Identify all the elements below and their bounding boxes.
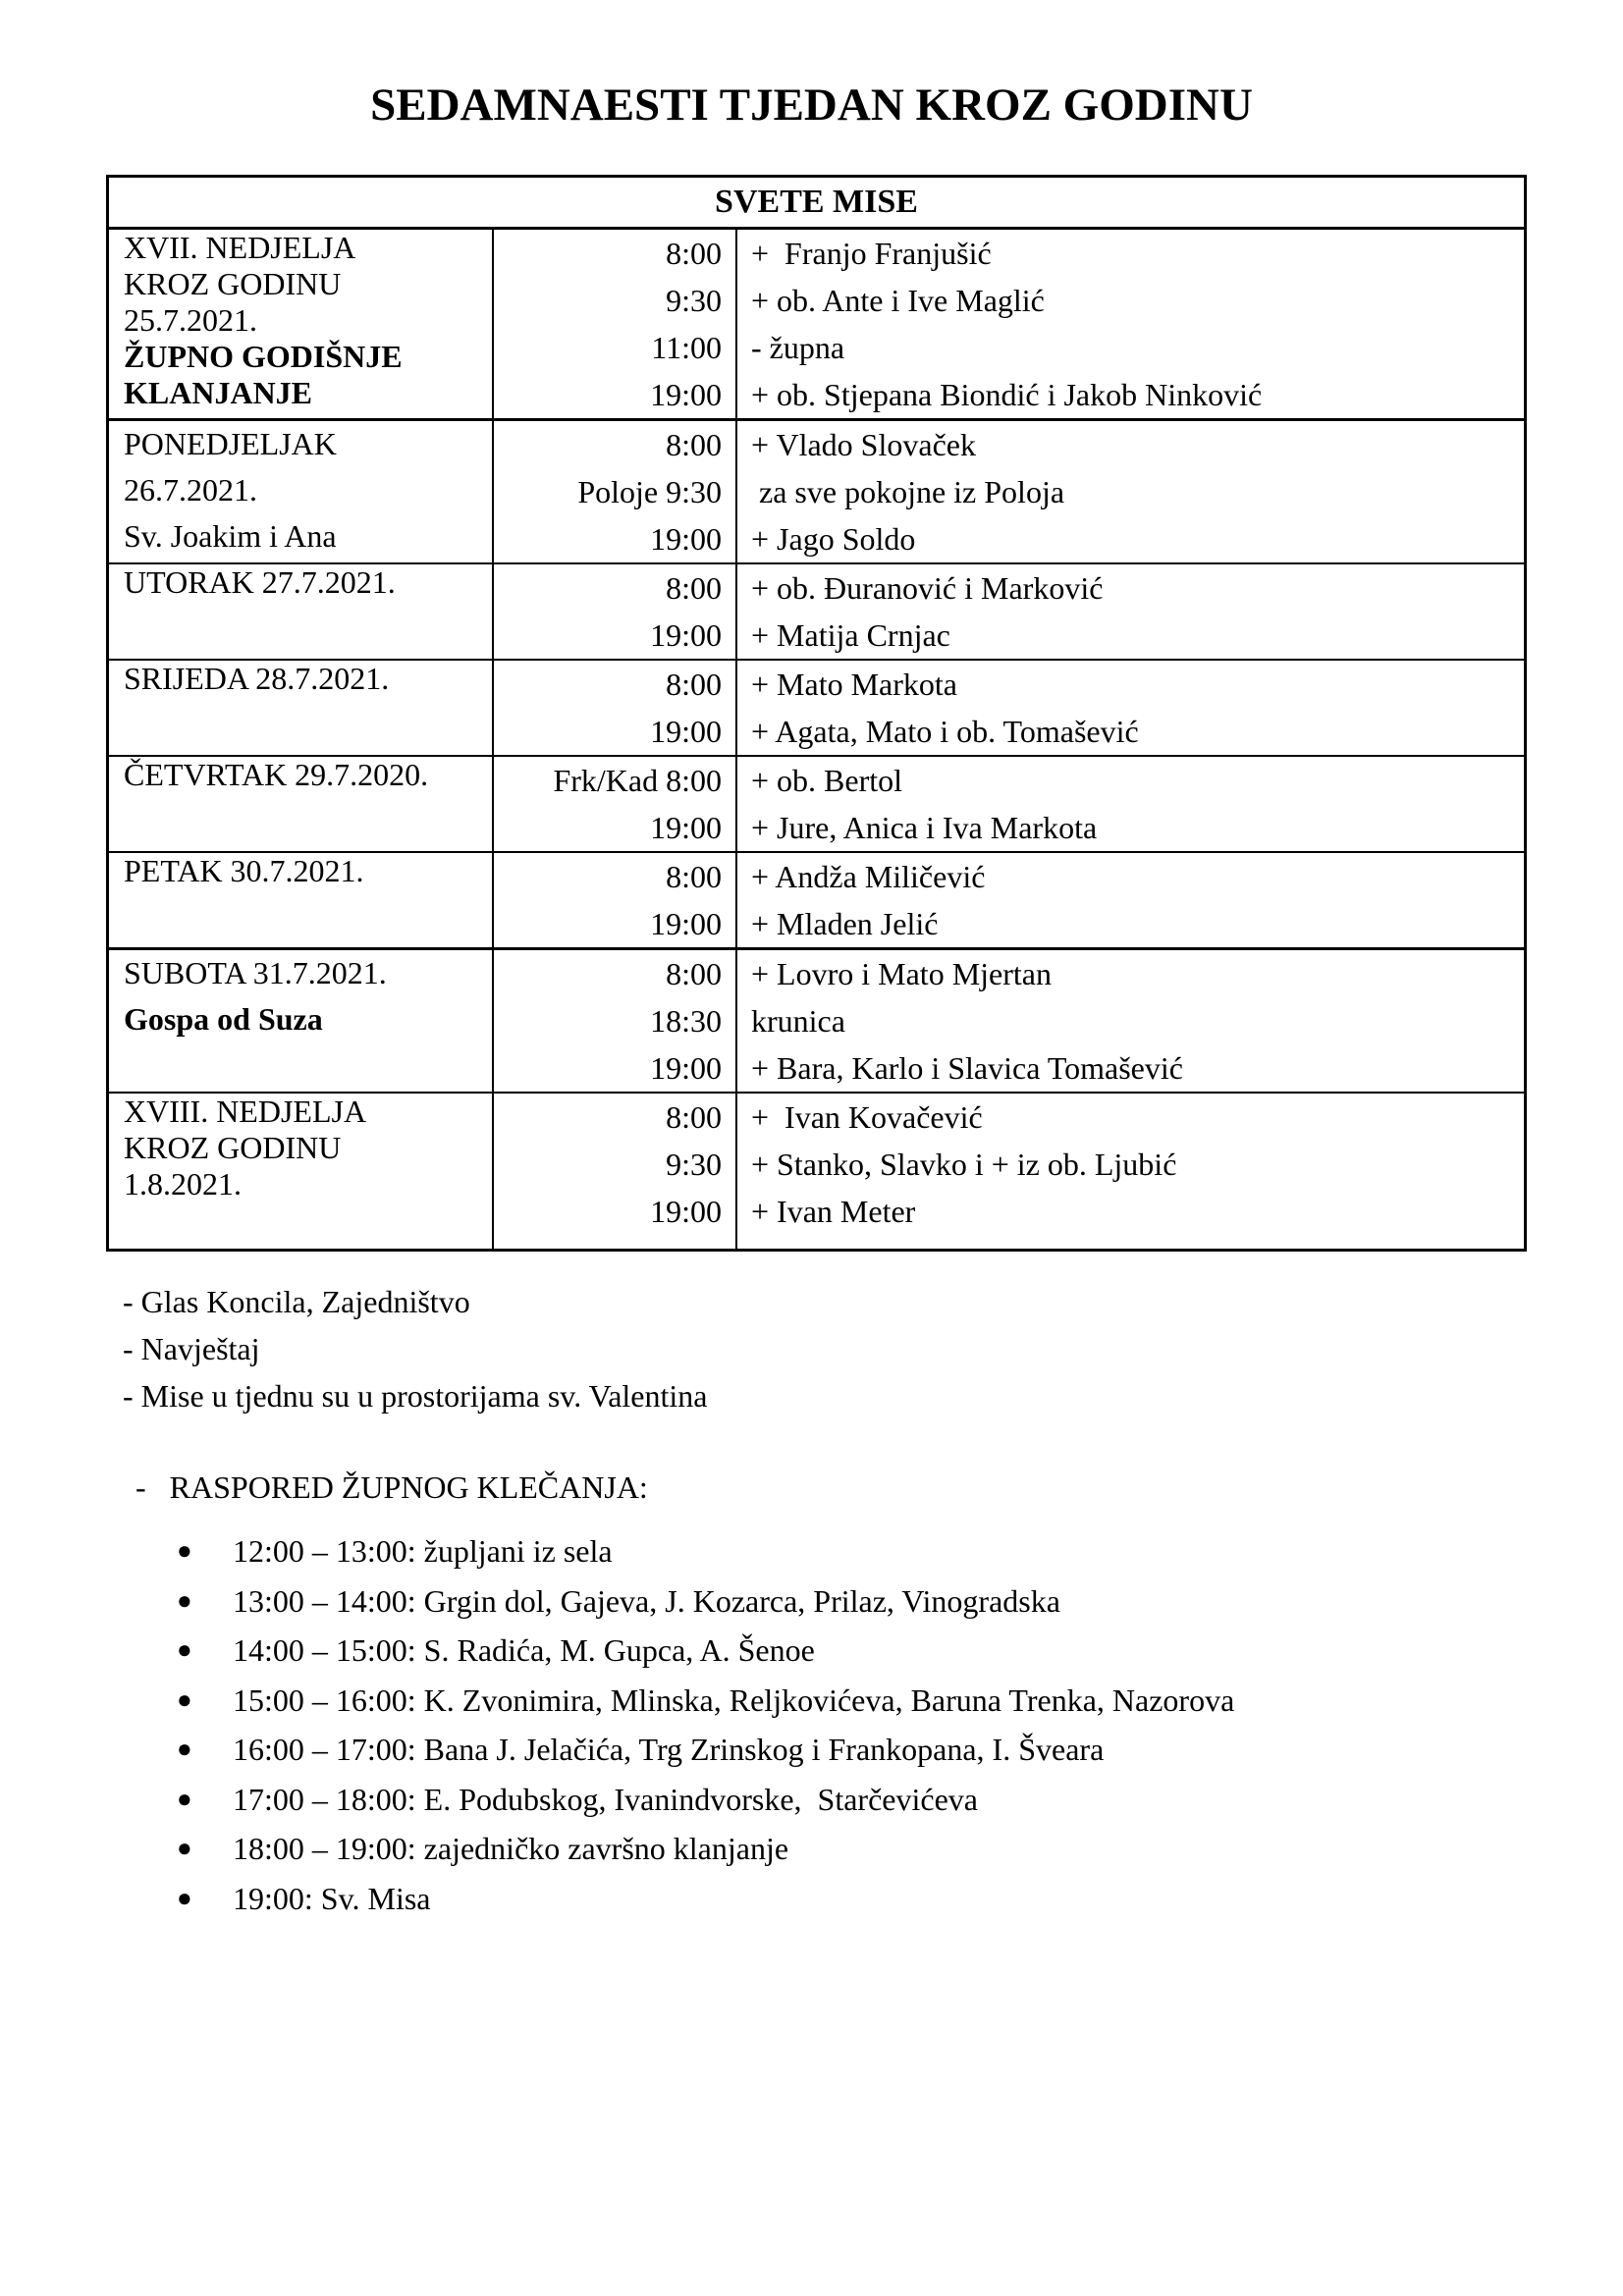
mass-intention: + Bara, Karlo i Slavica Tomašević xyxy=(751,1050,1183,1086)
time-cell xyxy=(493,660,736,756)
list-item xyxy=(177,1725,1234,1775)
mass-time: 19:00 xyxy=(650,714,722,749)
day-label-cell xyxy=(108,1093,494,1251)
bullet-icon: ● xyxy=(177,1735,192,1763)
mass-intention: + Jago Soldo xyxy=(751,521,916,557)
bullet-icon: ● xyxy=(177,1536,192,1565)
mass-time: 19:00 xyxy=(650,810,722,845)
mass-time: 8:00 xyxy=(666,427,722,462)
day-label-line: ŽUPNO GODIŠNJE xyxy=(124,339,403,374)
list-item-text: 14:00 – 15:00: S. Radića, M. Gupca, A. Šenoe xyxy=(233,1632,815,1668)
note-item: - Navještaj xyxy=(123,1331,260,1366)
mass-intention: + Lovro i Mato Mjertan xyxy=(751,956,1052,991)
day-label-line: SUBOTA 31.7.2021. xyxy=(124,955,387,990)
day-label-line: KROZ GODINU xyxy=(124,266,342,301)
list-item-text: 16:00 – 17:00: Bana J. Jelačića, Trg Zrinskog i Frankopana, I. Šveara xyxy=(233,1732,1105,1767)
mass-time: 11:00 xyxy=(651,330,722,365)
mass-time: 8:00 xyxy=(666,667,722,702)
day-label-cell xyxy=(108,420,494,564)
note-item: - Mise u tjednu su u prostorijama sv. Valentina xyxy=(123,1378,708,1414)
mass-intention: + Andža Miličević xyxy=(751,859,986,894)
mass-time: 8:00 xyxy=(666,859,722,894)
mass-time: 19:00 xyxy=(650,521,722,557)
mass-intention: + Ivan Meter xyxy=(751,1194,916,1229)
day-label-line: XVIII. NEDJELJA xyxy=(124,1094,367,1129)
day-label-cell xyxy=(108,756,494,852)
intention-cell xyxy=(736,852,1526,949)
intention-cell xyxy=(736,563,1526,660)
note-item: - Glas Koncila, Zajedništvo xyxy=(123,1284,470,1319)
mass-intention: + Agata, Mato i ob. Tomašević xyxy=(751,714,1139,749)
list-item xyxy=(177,1626,1234,1676)
day-label-cell xyxy=(108,852,494,949)
bullet-icon: ● xyxy=(177,1784,192,1813)
time-cell xyxy=(493,229,736,420)
mass-intention: + Jure, Anica i Iva Markota xyxy=(751,810,1098,845)
intention-cell xyxy=(736,756,1526,852)
list-item xyxy=(177,1874,1234,1924)
mass-intention: - župna xyxy=(751,330,845,365)
mass-time: Poloje 9:30 xyxy=(577,474,722,509)
day-label-line: KROZ GODINU xyxy=(124,1130,342,1165)
time-cell xyxy=(493,756,736,852)
mass-intention: za sve pokojne iz Poloja xyxy=(751,474,1065,509)
mass-intention: + Mato Markota xyxy=(751,667,957,702)
table-header: SVETE MISE xyxy=(108,177,1526,229)
bullet-icon: ● xyxy=(177,1883,192,1912)
day-label-line: PETAK 30.7.2021. xyxy=(124,853,364,888)
mass-intention: + ob. Đuranović i Marković xyxy=(751,570,1104,606)
mass-time: 9:30 xyxy=(666,283,722,318)
mass-intention: + ob. Ante i Ive Maglić xyxy=(751,283,1045,318)
time-cell xyxy=(493,949,736,1094)
page-title: SEDAMNAESTI TJEDAN KROZ GODINU xyxy=(370,80,1253,131)
klecanje-list xyxy=(177,1526,1234,1923)
day-label-cell xyxy=(108,563,494,660)
time-cell xyxy=(493,1093,736,1251)
day-row xyxy=(108,563,1526,660)
mass-time: 8:00 xyxy=(666,1099,722,1135)
day-label-cell xyxy=(108,660,494,756)
mass-time: 8:00 xyxy=(666,570,722,606)
list-item-text: 13:00 – 14:00: Grgin dol, Gajeva, J. Kozarca, Prilaz, Vinogradska xyxy=(233,1582,1060,1619)
day-label-line: KLANJANJE xyxy=(124,375,313,410)
mass-intention: + Franjo Franjušić xyxy=(751,236,992,271)
mass-time: 8:00 xyxy=(666,236,722,271)
mass-schedule-table xyxy=(106,175,1527,1252)
intention-cell xyxy=(736,949,1526,1094)
mass-intention: + Stanko, Slavko i + iz ob. Ljubić xyxy=(751,1147,1177,1182)
mass-time: 9:30 xyxy=(666,1147,722,1182)
mass-time: Frk/Kad 8:00 xyxy=(553,763,722,798)
bullet-icon: ● xyxy=(177,1834,192,1862)
day-row xyxy=(108,852,1526,949)
day-label-line: ČETVRTAK 29.7.2020. xyxy=(124,757,429,792)
list-item xyxy=(177,1676,1234,1726)
bullet-icon: ● xyxy=(177,1635,192,1664)
mass-intention: krunica xyxy=(751,1003,845,1039)
day-row xyxy=(108,949,1526,1094)
day-label-cell xyxy=(108,229,494,420)
bullet-icon: ● xyxy=(177,1684,192,1714)
mass-time: 19:00 xyxy=(650,617,722,653)
day-label-line: 25.7.2021. xyxy=(124,302,257,338)
day-row xyxy=(108,1093,1526,1251)
intention-cell xyxy=(736,420,1526,564)
mass-intention: + Ivan Kovačević xyxy=(751,1099,983,1135)
list-item xyxy=(177,1824,1234,1874)
day-label-line: 1.8.2021. xyxy=(124,1166,242,1201)
list-item xyxy=(177,1775,1234,1825)
klecanje-heading: - RASPORED ŽUPNOG KLEČANJA: xyxy=(135,1469,648,1505)
intention-cell xyxy=(736,660,1526,756)
day-label-line: Sv. Joakim i Ana xyxy=(124,518,337,554)
time-cell xyxy=(493,852,736,949)
list-item-text: 15:00 – 16:00: K. Zvonimira, Mlinska, Reljkovićeva, Baruna Trenka, Nazorova xyxy=(233,1682,1235,1718)
intention-cell xyxy=(736,229,1526,420)
day-row xyxy=(108,756,1526,852)
day-label-line: XVII. NEDJELJA xyxy=(124,230,356,265)
list-item-text: 12:00 – 13:00: župljani iz sela xyxy=(233,1533,613,1569)
list-item-text: 19:00: Sv. Misa xyxy=(233,1880,431,1916)
mass-intention: + Mladen Jelić xyxy=(751,906,939,941)
list-item-text: 18:00 – 19:00: zajedničko završno klanjanje xyxy=(233,1831,789,1866)
mass-intention: + ob. Bertol xyxy=(751,763,903,798)
day-label-line: SRIJEDA 28.7.2021. xyxy=(124,661,390,696)
day-label-line: Gospa od Suza xyxy=(124,1001,323,1037)
day-label-line: PONEDJELJAK xyxy=(124,426,337,461)
mass-time: 8:00 xyxy=(666,956,722,991)
time-cell xyxy=(493,420,736,564)
mass-intention: + Vlado Slovaček xyxy=(751,427,976,462)
mass-time: 19:00 xyxy=(650,377,722,412)
day-label-line: UTORAK 27.7.2021. xyxy=(124,564,396,600)
mass-time: 18:30 xyxy=(650,1003,722,1039)
mass-time: 19:00 xyxy=(650,1050,722,1086)
notes-list xyxy=(123,1278,707,1419)
mass-intention: + Matija Crnjac xyxy=(751,617,950,653)
day-row xyxy=(108,660,1526,756)
intention-cell xyxy=(736,1093,1526,1251)
list-item xyxy=(177,1526,1234,1576)
day-label-line: 26.7.2021. xyxy=(124,472,257,507)
bullet-icon: ● xyxy=(177,1585,192,1615)
day-label-cell xyxy=(108,949,494,1094)
day-row xyxy=(108,229,1526,420)
mass-intention: + ob. Stjepana Biondić i Jakob Ninković xyxy=(751,377,1263,412)
mass-time: 19:00 xyxy=(650,906,722,941)
time-cell xyxy=(493,563,736,660)
mass-time: 19:00 xyxy=(650,1194,722,1229)
list-item-text: 17:00 – 18:00: E. Podubskog, Ivanindvorske, Starčevićeva xyxy=(233,1781,978,1817)
day-row xyxy=(108,420,1526,564)
list-item xyxy=(177,1576,1234,1627)
